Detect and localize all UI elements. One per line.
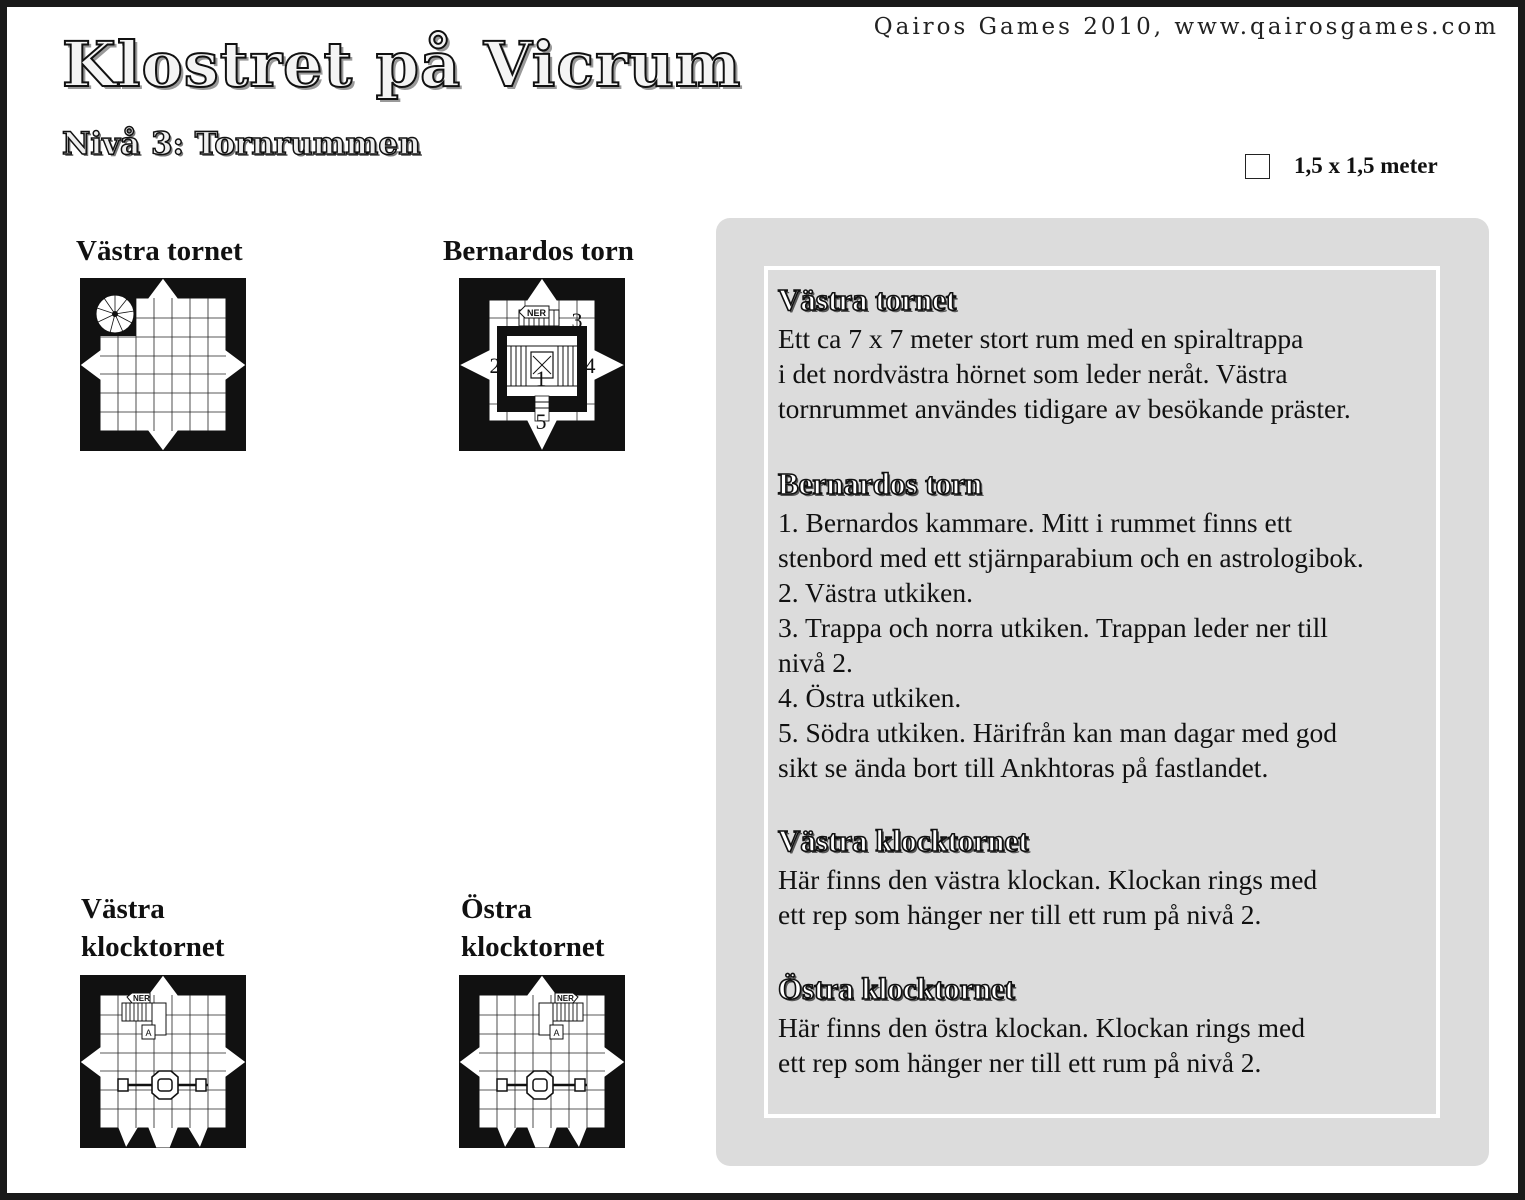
section-line: tornrummet användes tidigare av besökande präster. (778, 393, 1351, 424)
section-heading: Västra tornet (778, 282, 957, 317)
room-number-3: 3 (571, 308, 583, 333)
section-line: i det nordvästra hörnet som leder neråt. Västra (778, 358, 1288, 389)
scale-label: 1,5 x 1,5 meter (1294, 153, 1438, 178)
room-number-1: 1 (535, 366, 547, 391)
map-label-west-bell-tower: Västra klocktornet (81, 893, 225, 963)
section-line: ett rep som hänger ner till ett rum på nivå 2. (778, 1047, 1262, 1078)
section-east-bell-tower (778, 972, 1438, 1080)
section-line: stenbord med ett stjärnparabium och en astrologibok. (778, 542, 1364, 573)
section-heading: Östra klocktornet (778, 971, 1015, 1006)
box-tag: A (553, 1028, 560, 1038)
room-number-5: 5 (535, 409, 547, 434)
section-line: 5. Södra utkiken. Härifrån kan man dagar med god (778, 717, 1337, 748)
page-title: Klostret på Vicrum (62, 28, 742, 101)
section-line: sikt se ända bort till Ankhtoras på fastlandet. (778, 752, 1269, 783)
map-west-tower (80, 278, 246, 451)
spiral-staircase-icon (94, 292, 136, 336)
stair-tag: NER (527, 308, 547, 318)
scale-square-icon (1245, 154, 1270, 179)
section-heading: Bernardos torn (778, 466, 983, 501)
section-line: nivå 2. (778, 647, 853, 678)
section-west-tower (778, 283, 1438, 426)
section-line: 3. Trappa och norra utkiken. Trappan leder ner till (778, 612, 1328, 643)
section-west-bell-tower (778, 824, 1438, 932)
section-line: Här finns den västra klockan. Klockan rings med (778, 864, 1318, 895)
box-tag: A (145, 1028, 152, 1038)
map-label-bernardo-tower: Bernardos torn (443, 235, 634, 267)
section-line: ett rep som hänger ner till ett rum på nivå 2. (778, 899, 1262, 930)
section-line: Här finns den östra klockan. Klockan rings med (778, 1012, 1305, 1043)
stair-tag: NER (133, 994, 150, 1003)
section-heading: Västra klocktornet (778, 823, 1029, 858)
staircase-icon (553, 1003, 583, 1021)
room-number-4: 4 (584, 353, 596, 378)
map-label-west-tower: Västra tornet (76, 235, 243, 267)
section-line: 1. Bernardos kammare. Mitt i rummet finns ett (778, 507, 1292, 538)
staircase-icon (122, 1003, 152, 1021)
scale-legend (1245, 153, 1438, 179)
section-line: 2. Västra utkiken. (778, 577, 974, 608)
map-bernardo-tower (459, 278, 625, 451)
map-west-bell-tower (80, 975, 246, 1148)
section-bernardo-tower (778, 467, 1438, 785)
stair-tag: NER (557, 994, 574, 1003)
room-number-2: 2 (489, 353, 501, 378)
section-line: Ett ca 7 x 7 meter stort rum med en spiraltrappa (778, 323, 1304, 354)
map-label-east-bell-tower: Östra klocktornet (461, 893, 605, 963)
map-east-bell-tower (459, 975, 625, 1148)
section-line: 4. Östra utkiken. (778, 682, 962, 713)
page-subtitle: Nivå 3: Tornrummen (62, 126, 421, 162)
publisher-credit: Qairos Games 2010, www.qairosgames.com (873, 14, 1499, 40)
